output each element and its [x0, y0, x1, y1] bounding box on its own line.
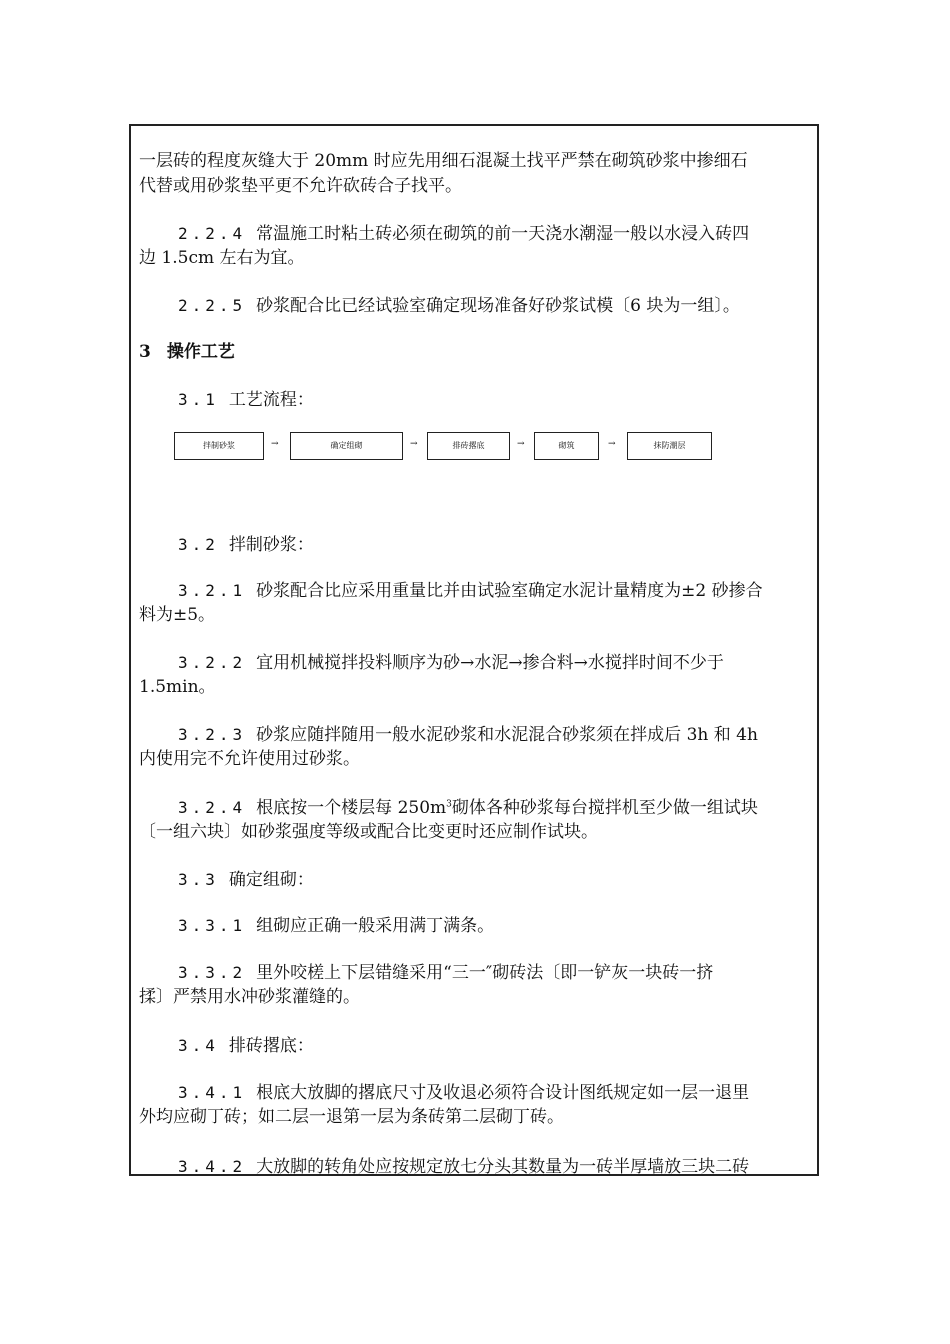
paragraph-3-2-4	[178, 795, 758, 821]
section-number: 2.2.5	[178, 296, 247, 315]
text-line: 大放脚的转角处应按规定放七分头其数量为一砖半厚墙放三块二砖	[256, 1157, 750, 1177]
text-line: 根底大放脚的撂底尺寸及收退必须符合设计图纸规定如一层一退里	[256, 1083, 750, 1103]
heading-3-2	[178, 532, 314, 558]
section-number: 3.3.2	[178, 963, 247, 982]
text-line: 外均应砌丁砖；如二层一退第一层为条砖第二层砌丁砖。	[139, 1107, 564, 1127]
heading-3	[139, 340, 811, 365]
text-line: 边 1.5cm 左右为宜。	[139, 248, 305, 268]
text-line: 一层砖的程度灰缝大于 20mm 时应先用细石混凝土找平严禁在砌筑砂浆中掺细石	[139, 151, 748, 171]
paragraph-3-2-1	[178, 578, 763, 604]
section-number: 3	[139, 342, 151, 362]
section-number: 3.2.4	[178, 798, 247, 817]
text-line: 砂浆配合比已经试验室确定现场准备好砂浆试模〔6 块为一组〕。	[256, 296, 740, 316]
heading-3-3	[178, 867, 314, 893]
flow-arrow: →	[608, 439, 616, 449]
text-line: 组砌应正确一般采用满丁满条。	[256, 916, 495, 936]
paragraph-3-3-2	[178, 960, 713, 986]
section-number: 3.4	[178, 1036, 219, 1055]
text-line: 砌体各种砂浆每台搅拌机至少做一组试块	[451, 798, 758, 818]
text-line: 内使用完不允许使用过砂浆。	[139, 749, 360, 769]
text-line: 代替或用砂浆垫平更不允许砍砖合子找平。	[139, 176, 462, 196]
flow-step-bond-pattern: 确定组砌	[290, 432, 403, 460]
text-line: 宜用机械搅拌投料顺序为砂→水泥→掺合料→水搅拌时间不少于	[256, 653, 724, 673]
section-number: 3.2.1	[178, 581, 247, 600]
section-number: 3.2.2	[178, 653, 247, 672]
section-number: 3.4.1	[178, 1083, 247, 1102]
flow-step-masonry: 砌筑	[534, 432, 599, 460]
text-line: 1.5min。	[139, 677, 216, 697]
text-line: 揉〕严禁用水冲砂浆灌缝的。	[139, 987, 360, 1007]
heading-3-1	[178, 387, 314, 413]
heading-title: 确定组砌：	[228, 870, 314, 890]
text-line: 根底按一个楼层每 250m	[256, 798, 447, 818]
text-line: 料为±5。	[139, 605, 216, 625]
text-line: 砂浆配合比应采用重量比并由试验室确定水泥计量精度为±2 砂掺合	[256, 581, 763, 601]
paragraph-2-2-4	[178, 221, 749, 247]
heading-title: 工艺流程：	[228, 390, 314, 410]
text-line: 里外咬槎上下层错缝采用“三一″砌砖法〔即一铲灰一块砖一挤	[256, 963, 714, 983]
section-number: 3.2.3	[178, 725, 247, 744]
paragraph-3-4-2	[178, 1154, 749, 1180]
flow-arrow: →	[517, 439, 525, 449]
text-line: 常温施工时粘土砖必须在砌筑的前一天浇水潮湿一般以水浸入砖四	[256, 224, 750, 244]
heading-title: 排砖撂底：	[228, 1036, 314, 1056]
flow-step-lay-bottom: 排砖撂底	[427, 432, 510, 460]
paragraph-3-2-2	[178, 650, 724, 676]
paragraph-3-4-1	[178, 1080, 749, 1106]
paragraph-2-2-5	[178, 293, 740, 319]
section-number: 3.4.2	[178, 1157, 247, 1176]
section-number: 3.3	[178, 870, 219, 889]
section-number: 3.2	[178, 535, 219, 554]
heading-title: 操作工艺	[166, 342, 235, 362]
flow-step-mix-mortar: 拌制砂浆	[174, 432, 264, 460]
flow-step-damp-proof: 抹防潮层	[627, 432, 712, 460]
text-line: 砂浆应随拌随用一般水泥砂浆和水泥混合砂浆须在拌成后 3h 和 4h	[256, 725, 758, 745]
section-number: 3.1	[178, 390, 219, 409]
heading-title: 拌制砂浆：	[228, 535, 314, 555]
text-line: 〔一组六块〕如砂浆强度等级或配合比变更时还应制作试块。	[139, 822, 598, 842]
paragraph-3-3-1	[178, 913, 494, 939]
superscript: 3	[446, 799, 452, 810]
flow-arrow: →	[271, 439, 279, 449]
paragraph-3-2-3	[178, 722, 758, 748]
section-number: 3.3.1	[178, 916, 247, 935]
flow-arrow: →	[410, 439, 418, 449]
heading-3-4	[178, 1033, 314, 1059]
section-number: 2.2.4	[178, 224, 247, 243]
